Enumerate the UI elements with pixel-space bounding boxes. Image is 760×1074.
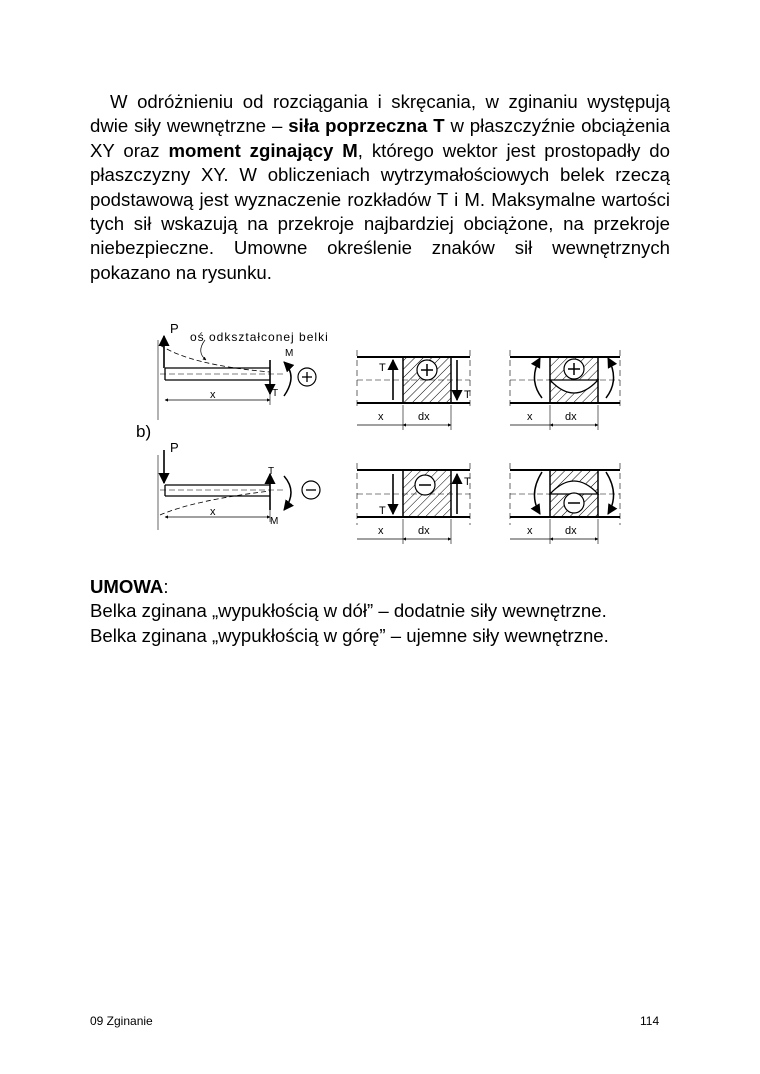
sign-convention-text [90, 575, 690, 648]
label-p: P [170, 321, 179, 336]
moment-arc-a [284, 362, 291, 396]
svg-text:dx: dx [418, 411, 430, 423]
moment-arc-b [284, 476, 291, 510]
label-m: M [285, 348, 294, 359]
shear-segment-negative [357, 463, 471, 544]
svg-text:x: x [210, 506, 216, 518]
footer-page-number: 114 [640, 1014, 660, 1028]
beam-b [136, 422, 320, 530]
para-text-1: W odróżnieniu od rozciągania i skręcania, w zginaniu występują dwie siły wewnętrzne – [90, 91, 670, 137]
intro-paragraph [90, 90, 670, 285]
shear-segment-positive [357, 350, 471, 430]
svg-text:T: T [268, 466, 275, 477]
beam-a [158, 321, 329, 420]
svg-text:x: x [527, 411, 533, 423]
convention-line-positive: Belka zginana „wypukłością w dół” – dodatnie siły wewnętrzne. [90, 600, 607, 622]
convention-heading-row: UMOWA: [90, 576, 169, 597]
svg-text:x: x [378, 525, 384, 537]
svg-text:M: M [270, 516, 279, 527]
label-b: b) [136, 422, 152, 441]
svg-text:x: x [378, 411, 384, 423]
svg-text:dx: dx [565, 525, 577, 537]
label-x: x [210, 389, 216, 401]
svg-text:T: T [379, 505, 386, 517]
svg-text:T: T [464, 476, 471, 488]
footer-chapter: 09 Zginanie [90, 1014, 153, 1028]
svg-text:P: P [170, 440, 179, 455]
svg-text:x: x [527, 525, 533, 537]
label-t: T [272, 388, 279, 399]
svg-text:dx: dx [565, 411, 577, 423]
shear-force-term: siła poprzeczna T [288, 115, 445, 137]
moment-segment-positive [510, 350, 620, 430]
bending-moment-term: moment zginający M [168, 139, 358, 161]
svg-text:dx: dx [418, 525, 430, 537]
moment-segment-negative [510, 463, 620, 544]
convention-heading: UMOWA [90, 576, 164, 597]
convention-line-negative: Belka zginana „wypukłością w górę” – ujemne siły wewnętrzne. [90, 624, 609, 646]
svg-text:T: T [379, 362, 386, 374]
para-text-3: , którego wektor jest prostopadły do płaszczyzny XY. W obliczeniach wytrzymałościowych belek rzeczą podstawową jest wyznaczenie rozkładów T i M. Maksymalne wartości tych sił wskazują na przekroje najbardziej obciążone, na przekroje niebezpieczne. Umowne określenie znaków sił wewnętrznych pokazano na rysunku. [90, 139, 670, 283]
axis-label: oś odkształconej belki [190, 330, 329, 344]
sign-convention-figure [0, 310, 760, 560]
svg-text:T: T [464, 389, 471, 401]
para-text-2: w płaszczyźnie obciążenia XY oraz [90, 115, 670, 161]
